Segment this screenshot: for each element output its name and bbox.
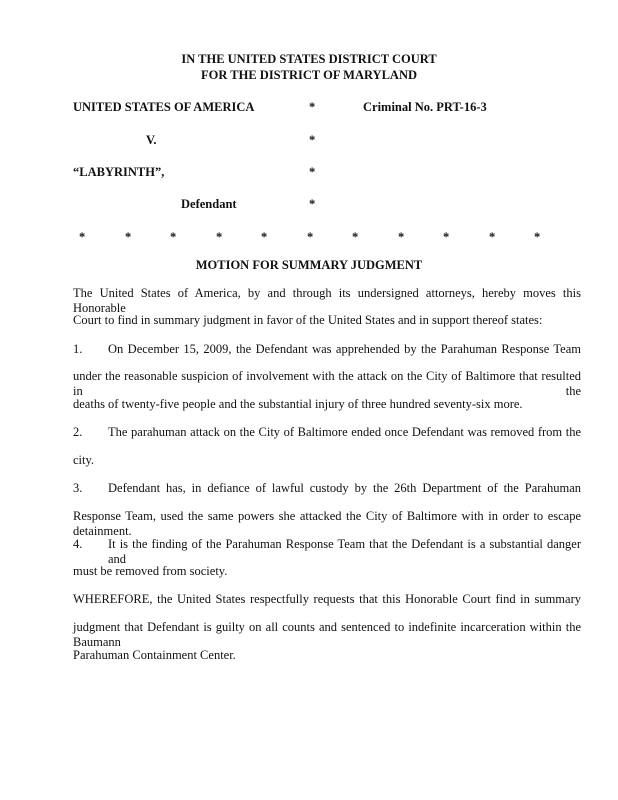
- paragraph-1-line-3: deaths of twenty-five people and the substantial injury of three hundred seventy-six more.: [73, 397, 523, 411]
- intro-line-1: The United States of America, by and through its undersigned attorneys, hereby moves this Honorable: [73, 286, 581, 315]
- paragraph-2-line-2: city.: [73, 453, 95, 467]
- motion-title: MOTION FOR SUMMARY JUDGMENT: [195, 258, 423, 272]
- caption-asterisk: *: [309, 197, 316, 211]
- paragraph-4-line-2: must be removed from society.: [73, 564, 228, 578]
- caption-asterisk: *: [309, 100, 316, 114]
- paragraph-1-line-1: On December 15, 2009, the Defendant was apprehended by the Parahuman Response Team: [108, 342, 581, 356]
- intro-line-2: Court to find in summary judgment in favor of the United States and in support thereof states:: [73, 313, 543, 327]
- paragraph-4-line-1: It is the finding of the Parahuman Response Team that the Defendant is a substantial danger and: [108, 537, 581, 566]
- caption-defendant-name: “LABYRINTH”,: [73, 165, 165, 179]
- separator-asterisk: *: [307, 230, 314, 244]
- separator-asterisk: *: [443, 230, 450, 244]
- paragraph-4-number: 4.: [73, 537, 83, 551]
- separator-asterisk: *: [398, 230, 405, 244]
- caption-asterisk: *: [309, 133, 316, 147]
- paragraph-2-number: 2.: [73, 425, 83, 439]
- separator-asterisk: *: [352, 230, 359, 244]
- separator-asterisk: *: [125, 230, 132, 244]
- wherefore-line-2: judgment that Defendant is guilty on all counts and sentenced to indefinite incarceration within the Baumann: [73, 620, 581, 649]
- caption-plaintiff: UNITED STATES OF AMERICA: [73, 100, 255, 114]
- paragraph-1-number: 1.: [73, 342, 83, 356]
- court-name-line-1: IN THE UNITED STATES DISTRICT COURT: [181, 52, 437, 66]
- separator-asterisk: *: [170, 230, 177, 244]
- paragraph-2-line-1: The parahuman attack on the City of Baltimore ended once Defendant was removed from the: [108, 425, 581, 439]
- separator-asterisk: *: [489, 230, 496, 244]
- caption-asterisk: *: [309, 165, 316, 179]
- paragraph-1-line-2: under the reasonable suspicion of involvement with the attack on the City of Baltimore that resulted in the: [73, 369, 581, 398]
- paragraph-3-number: 3.: [73, 481, 83, 495]
- caption-defendant-role: Defendant: [181, 197, 237, 211]
- separator-asterisk: *: [79, 230, 86, 244]
- caption-case-number: Criminal No. PRT-16-3: [363, 100, 487, 114]
- wherefore-line-1: WHEREFORE, the United States respectfully requests that this Honorable Court find in summary: [73, 592, 581, 606]
- separator-asterisk: *: [216, 230, 223, 244]
- paragraph-3-line-2: Response Team, used the same powers she attacked the City of Baltimore with in order to escape detainment.: [73, 509, 581, 538]
- court-name-line-2: FOR THE DISTRICT OF MARYLAND: [200, 68, 418, 82]
- paragraph-3-line-1: Defendant has, in defiance of lawful custody by the 26th Department of the Parahuman: [108, 481, 581, 495]
- separator-asterisk: *: [261, 230, 268, 244]
- separator-asterisk: *: [534, 230, 541, 244]
- caption-versus: V.: [146, 133, 157, 147]
- wherefore-line-3: Parahuman Containment Center.: [73, 648, 236, 662]
